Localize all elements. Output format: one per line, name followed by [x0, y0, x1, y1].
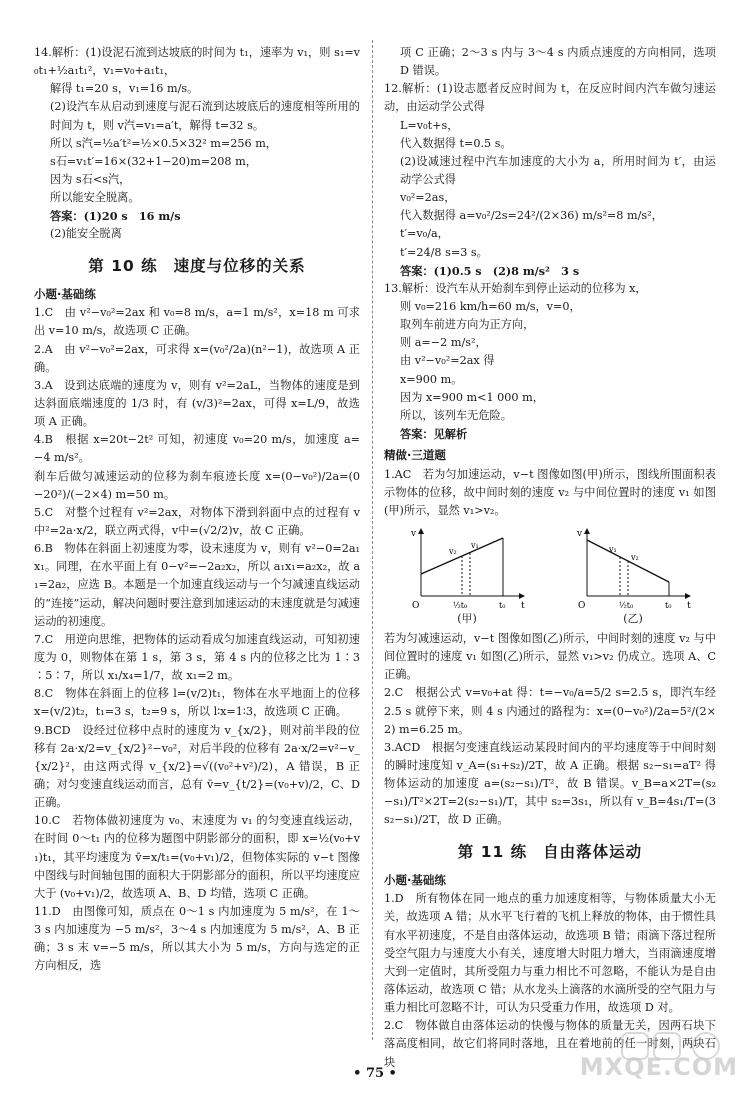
fig-a-t0: t₀	[499, 601, 506, 611]
figure-b	[573, 526, 693, 628]
q14-answer-2: (2)能安全脱离	[50, 227, 122, 241]
answer-item: 2.A 由 v²−v₀²=2ax，可求得 x=(v₀²/2a)(n²−1)，故选项 A 正确。	[34, 342, 360, 374]
answer-item: 4.B 根据 x=20t−2t² 可知，初速度 v₀=20 m/s，加速度 a=−4 m/s²。	[34, 433, 360, 465]
subhead-basic: 小题·基础练	[34, 286, 96, 301]
page-number: • 75 •	[353, 1066, 397, 1081]
answer-item: 7.C 用逆向思维，把物体的运动看成匀加速直线运动，可知初速度为 0，则物体在第 1 s，第 3 s，第 4 s 内的位移之比为 1∶3∶5∶7，所以 x₁/x₄=1/7，故 x₁=2 m。	[34, 632, 360, 683]
answer-item: 8.C 物体在斜面上的位移 l=(v/2)t₁，物体在水平地面上的位移 x=(v/2)t₂，t₁=3 s，t₂=9 s，所以 l∶x=1∶3，故选项 C 正确。	[34, 687, 360, 719]
answer-item: 1.D 所有物体在同一地点的重力加速度相等，与物体质量大小无关，故选项 A 错；从水平飞行着的飞机上释放的物体，由于惯性具有水平初速度，不是自由落体运动，故选项 B 错；雨滴下落过程所受空气阻力与速度大小有关，速度增大时阻力增大，当雨滴速度增大到一定值时，其所受阻力与重力相比不可忽略，不能认为是自由落体运动，故选项 C 错；从水龙头上滴落的水滴所受的空气阻力与重力相比可忽略不计，可认为只受重力作用，故选项 D 对。	[384, 892, 716, 1015]
q11-continuation: 项 C 正确；2～3 s 内与 3～4 s 内质点速度的方向相同，选项 D 错误。	[400, 46, 716, 78]
q13-line-8: 所以，该列车无危险。	[400, 408, 512, 422]
subhead-three-questions: 精做·三道题	[384, 448, 446, 463]
fig-b-t-label: t	[687, 601, 691, 612]
section-10-number: 第 10 练	[88, 256, 158, 275]
q13-line-1: 13.解析：设汽车从开始刹车到停止运动的位移为 x，	[384, 281, 647, 295]
q12-line-6: 代入数据得 a=v₀²/2s=24²/(2×36) m/s²=8 m/s²，	[400, 209, 663, 223]
fig-a-half-t0: ½t₀	[453, 601, 468, 611]
q12-line-7: t′=v₀/a，	[400, 227, 449, 241]
q14-line-7: 所以能安全脱离。	[50, 191, 140, 205]
jz-item-2: 2.C 根据公式 v=v₀+at 得：t=−v₀/a=5/2 s=2.5 s，即汽车经 2.5 s 就停下来，则 4 s 内通过的路程为：x=(0−v₀²)/2a=5²/(2×2) m=6.25 m。	[384, 686, 716, 736]
answer-item: 6.B 物体在斜面上初速度为零，设末速度为 v，则有 v²−0=2a₁x₁。同理，在水平面上有 0−v²=−2a₂x₂，所以 a₁x₁=a₂x₂，故 a₁=2a₂，应选 B。本题是一个加速直线运动与一个匀减速直线运动的“连接”运动，解决问题时要注意到加速运动的末速度就是匀减速运动的初速度。	[34, 542, 360, 628]
answer-item: 11.D 由图像可知，质点在 0～1 s 内加速度为 5 m/s²，在 1～3 s 内加速度为 −5 m/s²，3～4 s 内加速度为 5 m/s²，A、B 正确；3 s 末 v=−5 m/s，所以其大小为 5 m/s，方向与选定的正方向相反，选	[34, 904, 360, 973]
answer-item: 9.BCD 设经过位移中点时的速度为 v_{x/2}，则对前半段的位移有 2a·x/2=v_{x/2}²−v₀²，对后半段的位移有 2a·x/2=v²−v_{x/2}²，由这两式得 v_{x/2}=√((v₀²+v²)/2)，A 错误，B 正确；对匀变速直线运动而言，总有 v̄=v_{t/2}=(v₀+v)/2，C、D 正确。	[34, 723, 360, 810]
q14-line-3: (2)设汽车从启动到速度与泥石流到达坡底后的速度相等所用的时间为 t，则 v汽=v₁=a′t，解得 t=32 s。	[50, 100, 360, 132]
fig-b-origin: O	[578, 601, 586, 612]
section-11-number: 第 11 练	[457, 842, 528, 861]
vt-graph-accelerating	[407, 526, 527, 612]
column-divider	[372, 40, 373, 1040]
right-column	[384, 44, 716, 1072]
section-11-title	[384, 840, 716, 865]
fig-b-v2: v₂	[631, 553, 639, 563]
fig-b-t0: t₀	[665, 601, 672, 611]
answer-item: 3.A 设到达底端的速度为 v，则有 v²=2aL，当物体的速度是到达斜面底端速度的 1/3 时，有 (v/3)²=2ax，可得 x=L/9，故选项 A 正确。	[34, 378, 360, 429]
q12-line-1: 12.解析：(1)设志愿者反应时间为 t，在反应时间内汽车做匀速运动，由运动学公式得	[384, 82, 716, 114]
figure-b-caption: (乙)	[623, 612, 643, 626]
q14-answer: 答案：(1)20 s 16 m/s	[50, 209, 181, 224]
section-11-name: 自由落体运动	[543, 842, 643, 861]
q14-line-4: 所以 s汽=½a′t²=½×0.5×32² m=256 m，	[50, 136, 277, 150]
fig-a-v2: v₂	[449, 547, 457, 557]
fig-a-v1: v₁	[471, 541, 479, 551]
fig-a-v-label: v	[411, 529, 417, 540]
q12-line-4: (2)设减速过程中汽车加速度的大小为 a，所用时间为 t′，由运动学公式得	[400, 154, 716, 186]
q12-line-5: v₀²=2as，	[400, 191, 456, 205]
vt-figures	[384, 526, 716, 628]
answer-item: 刹车后做匀减速运动的位移为刹车痕迹长度 x=(0−v₀²)/2a=(0−20²)/(−2×4) m=50 m。	[34, 469, 360, 501]
answer-item: 1.C 由 v²−v₀²=2ax 和 v₀=8 m/s，a=1 m/s²，x=18 m 可求出 v=10 m/s，故选项 C 正确。	[34, 306, 360, 338]
section-10-name: 速度与位移的关系	[173, 256, 306, 275]
q13-line-6: x=900 m。	[400, 372, 463, 386]
section-10-title	[34, 254, 360, 279]
q13-line-4: 则 a=−2 m/s²，	[400, 336, 487, 350]
fig-b-v-label: v	[577, 529, 583, 540]
fig-a-origin: O	[412, 601, 420, 612]
figure-a-caption: (甲)	[457, 612, 477, 626]
q12-line-3: 代入数据得 t=0.5 s。	[400, 136, 512, 150]
vt-graph-decelerating	[573, 526, 693, 612]
q14-line-5: s石=v₁t′=16×(32+1−20)m=208 m，	[50, 154, 257, 168]
fig-a-t-label: t	[521, 601, 525, 612]
answer-item: 5.C 对整个过程有 v²=2ax，对物体下滑到斜面中点的过程有 v中²=2a·x/2，联立两式得，v中=(√2/2)v，故 C 正确。	[34, 505, 360, 537]
q13-line-7: 因为 x=900 m<1 000 m，	[400, 390, 544, 404]
jz-item-1: 1.AC 若为匀加速运动，v−t 图像如图(甲)所示，图线所围面积表示物体的位移，故中间时刻的速度 v₂ 与中间位置时的速度 v₁ 如图(甲)所示，显然 v₁>v₂。	[384, 467, 716, 517]
q13-line-5: 由 v²−v₀²=2ax 得	[400, 354, 495, 368]
answer-item: 10.C 若物体做初速度为 v₀、末速度为 v₁ 的匀变速直线运动，在时间 0～t₁ 内的位移为题图中阴影部分的面积，即 x=½(v₀+v₁)t₁，其平均速度为 v̄=x/t₁=(v₀+v₁)/2，但物体实际的 v−t 图像中图线与时间轴包围的面积大于阴影部分的面积，所以平均速度应大于 (v₀+v₁)/2，故选项 A、B、D 均错，选项 C 正确。	[34, 814, 360, 900]
q12-answer: 答案：(1)0.5 s (2)8 m/s² 3 s	[400, 263, 580, 278]
jz-item-3: 3.ACD 根据匀变速直线运动某段时间内的平均速度等于中间时刻的瞬时速度知 v_A=(s₁+s₂)/2T，故 A 正确。根据 s₂−s₁=aT² 得物体运动的加速度 a=(s₂−s₁)/T²，故 B 错误。v_B=a×2T=(s₂−s₁)/T²×2T=2(s₂−s₁)/T，其中 s₂=3s₁，所以有 v_B=4s₁/T=(3s₂−s₁)/2T，故 D 正确。	[384, 740, 716, 827]
answer-item: 2.C 物体做自由落体运动的快慢与物体的质量无关，因两石块下落高度相同，故它们将同时落地，且在着地前的任一时刻，两块石块	[384, 1019, 716, 1069]
q13-line-3: 取列车前进方向为正方向，	[400, 318, 535, 332]
q14-line-2: 解得 t₁=20 s，v₁=16 m/s。	[50, 82, 199, 96]
q13-line-2: 则 v₀=216 km/h=60 m/s，v=0，	[400, 299, 581, 313]
left-column	[34, 44, 360, 975]
fig-b-v1: v₁	[609, 545, 617, 555]
q12-line-8: t′=24/8 s=3 s。	[400, 245, 488, 259]
subhead-basic-2: 小题·基础练	[384, 872, 446, 887]
q13-answer: 答案：见解析	[400, 426, 468, 441]
watermark-text: MXQE.COM	[579, 1053, 738, 1082]
q14-line-1: 14.解析：(1)设泥石流到达坡底的时间为 t₁，速率为 v₁，则 s₁=v₀t₁+½a₁t₁²，v₁=v₀+a₁t₁，	[34, 46, 360, 78]
q14-line-6: 因为 s石<s汽，	[50, 172, 131, 186]
figure-a	[407, 526, 527, 628]
jz-item-1b: 若为匀减速运动，v−t 图像如图(乙)所示，中间时刻的速度 v₂ 与中间位置时的速度 v₁ 如图(乙)所示，显然 v₁>v₂ 仍成立。选项 A、C 正确。	[384, 631, 716, 682]
q12-line-2: L=v₀t+s，	[400, 118, 459, 132]
fig-b-half-t0: ½t₀	[619, 601, 634, 611]
